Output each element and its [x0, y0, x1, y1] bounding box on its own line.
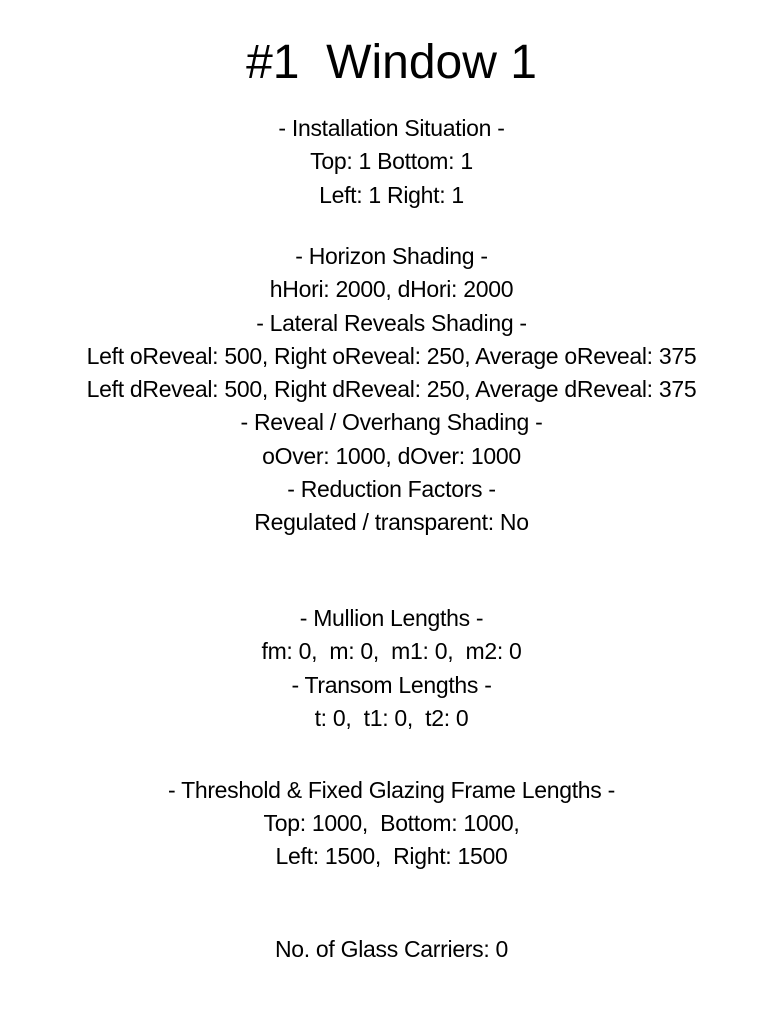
transom-values: t: 0, t1: 0, t2: 0 — [314, 705, 469, 731]
installation-left-right: Left: 1 Right: 1 — [319, 182, 464, 208]
lateral-heading: - Lateral Reveals Shading - — [256, 310, 527, 336]
mullion-heading: - Mullion Lengths - — [299, 605, 484, 631]
installation-heading: - Installation Situation - — [278, 115, 505, 141]
threshold-heading: - Threshold & Fixed Glazing Frame Lengths - — [168, 777, 615, 803]
reduction-heading: - Reduction Factors - — [287, 476, 496, 502]
horizon-heading: - Horizon Shading - — [295, 243, 488, 269]
threshold-left-right: Left: 1500, Right: 1500 — [275, 843, 508, 869]
mullion-values: fm: 0, m: 0, m1: 0, m2: 0 — [261, 638, 522, 664]
threshold-top-bottom: Top: 1000, Bottom: 1000, — [263, 810, 520, 836]
lateral-o-values: Left oReveal: 500, Right oReveal: 250, Average oReveal: 375 — [86, 343, 697, 369]
installation-top-bottom: Top: 1 Bottom: 1 — [310, 148, 473, 174]
horizon-values: hHori: 2000, dHori: 2000 — [269, 276, 514, 302]
overhang-heading: - Reveal / Overhang Shading - — [240, 409, 543, 435]
reduction-values: Regulated / transparent: No — [254, 509, 529, 535]
glass-carriers: No. of Glass Carriers: 0 — [274, 936, 509, 962]
page-title: #1 Window 1 — [246, 36, 537, 89]
overhang-values: oOver: 1000, dOver: 1000 — [262, 443, 521, 469]
lateral-d-values: Left dReveal: 500, Right dReveal: 250, Average dReveal: 375 — [86, 376, 697, 402]
transom-heading: - Transom Lengths - — [291, 672, 492, 698]
